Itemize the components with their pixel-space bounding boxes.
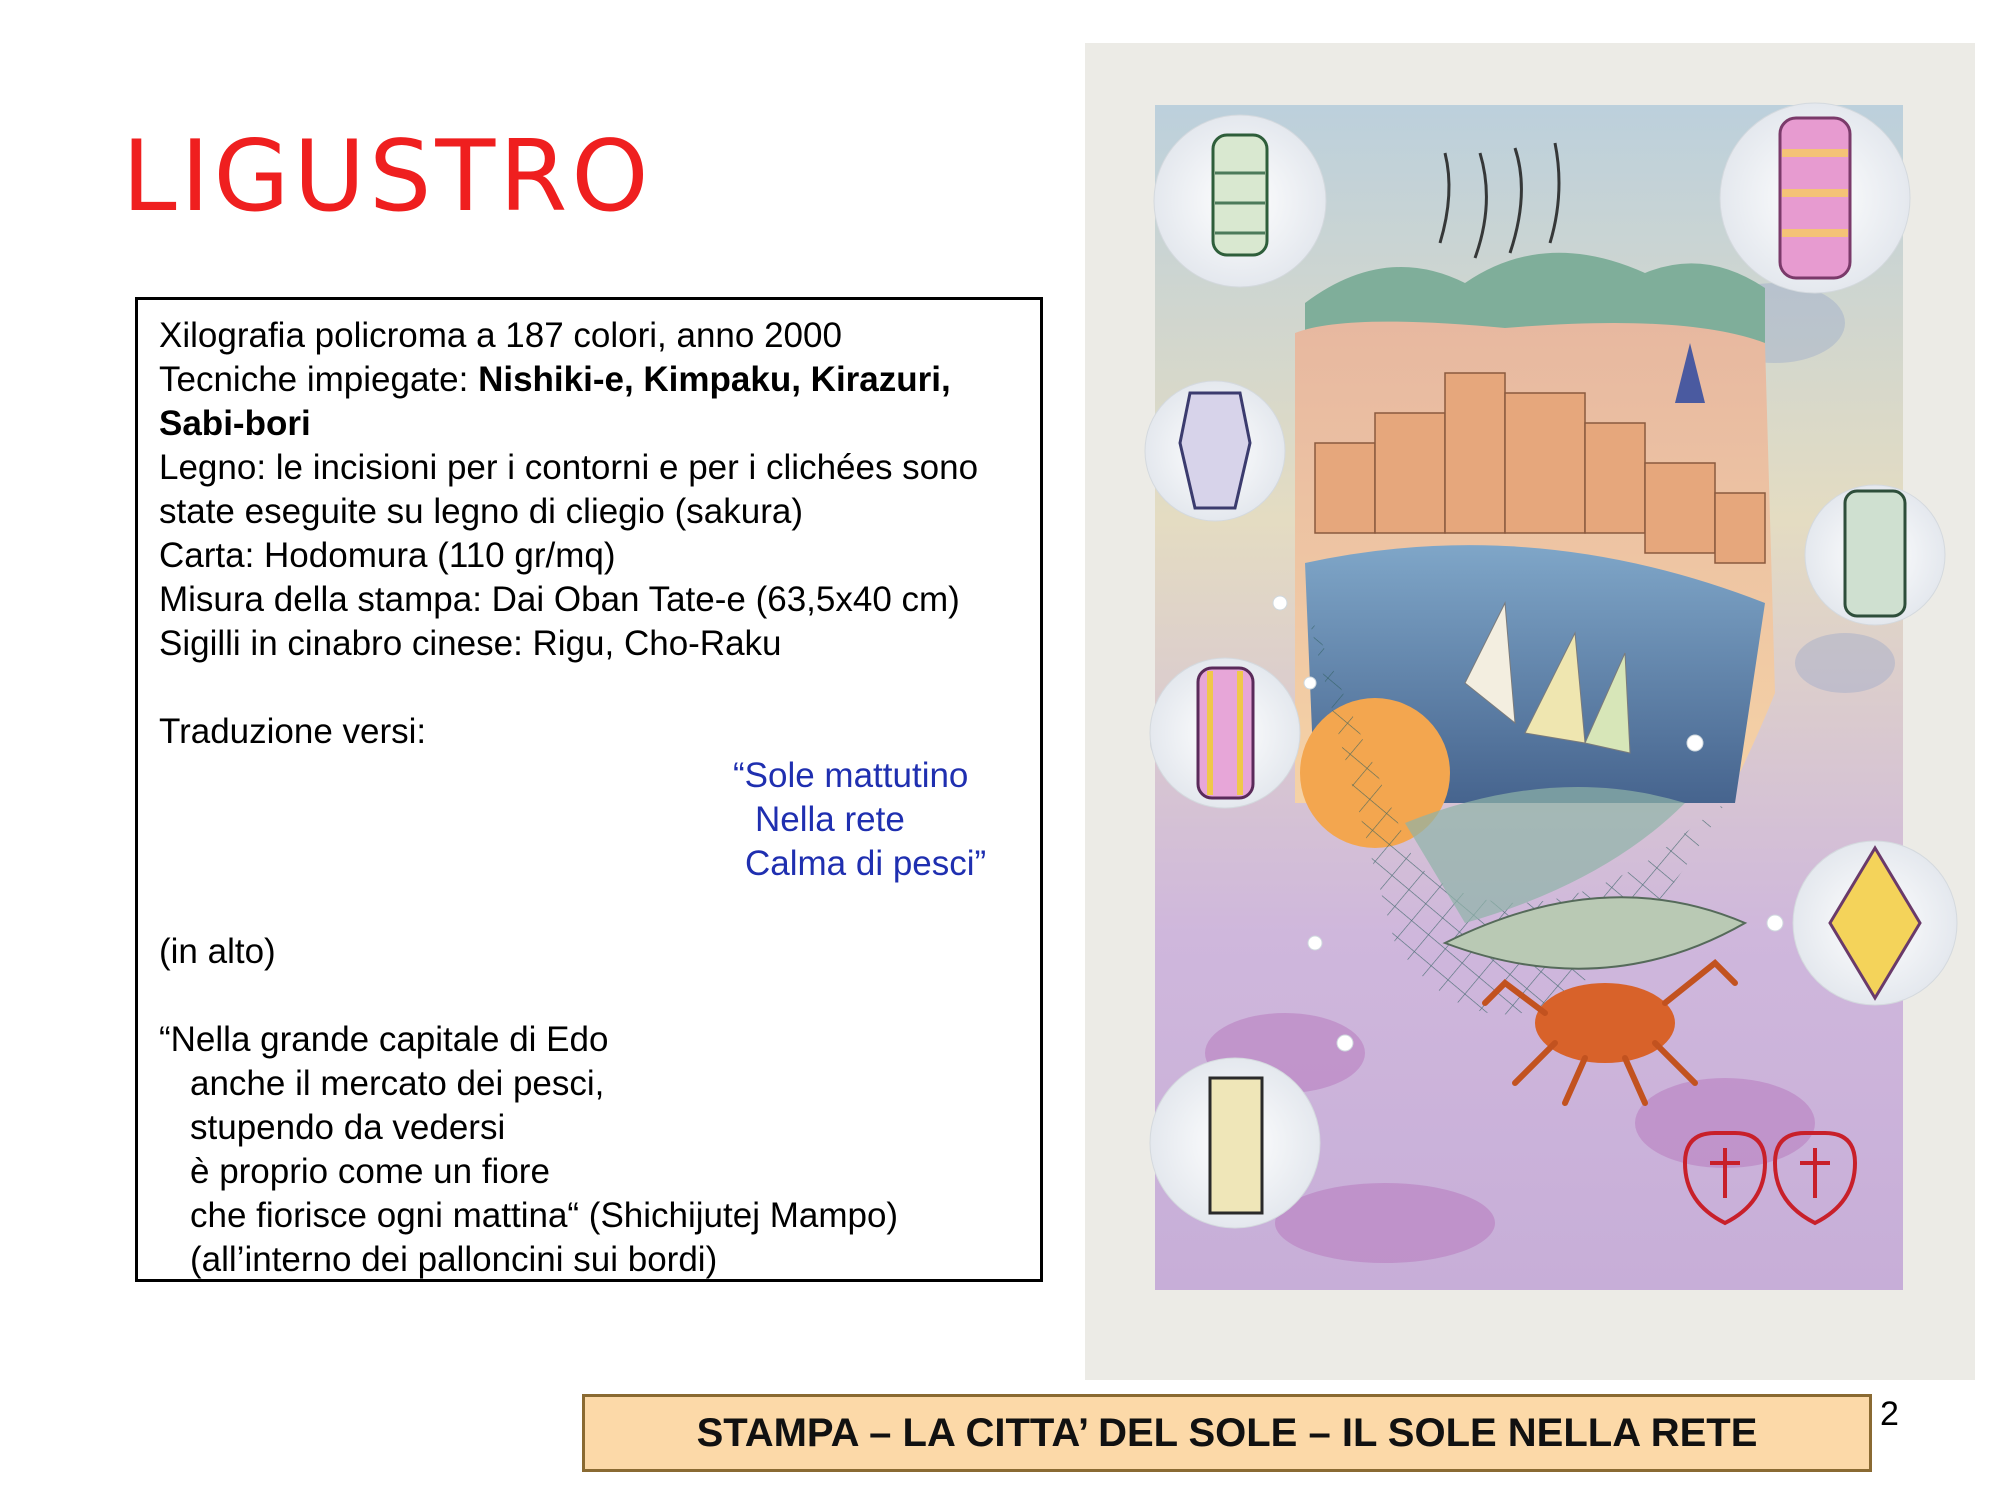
technique-line: Xilografia policroma a 187 colori, anno 2000 [159,316,842,355]
verse-line: “Sole mattutino [733,756,969,795]
techniques-value-2: Sabi-bori [159,404,311,443]
poem-line: che fiorisce ogni mattina“ (Shichijutej Mampo) [190,1196,899,1235]
techniques-label: Tecniche impiegate: [159,360,479,399]
info-box [135,297,1043,1282]
seals-line: Sigilli in cinabro cinese: Rigu, Cho-Raku [159,624,782,663]
poem-line: “Nella grande capitale di Edo [159,1020,609,1059]
caption-banner: STAMPA – LA CITTA’ DEL SOLE – IL SOLE NELLA RETE [582,1394,1872,1472]
techniques-line-2 [159,402,1040,446]
poem-line: stupendo da vedersi [190,1108,506,1147]
verse-line: Calma di pesci” [745,844,987,883]
slide-title: LIGUSTRO [122,120,653,234]
page-number: 2 [1880,1395,1899,1433]
poem-line: anche il mercato dei pesci, [190,1064,605,1103]
size-line: Misura della stampa: Dai Oban Tate-e (63,5x40 cm) [159,580,960,619]
poem-line: (all’interno dei palloncini sui bordi) [190,1240,718,1279]
techniques-line [159,358,1040,402]
wood-line-1: Legno: le incisioni per i contorni e per i clichées sono [159,448,979,487]
wood-line-2: state eseguite su legno di cliegio (sakura) [159,492,803,531]
verse-line: Nella rete [755,800,905,839]
techniques-value: Nishiki-e, Kimpaku, Kirazuri, [478,360,951,399]
poem-line: è proprio come un fiore [190,1152,550,1191]
woodblock-print-image [1085,43,1975,1380]
paper-line: Carta: Hodomura (110 gr/mq) [159,536,616,575]
translation-label: Traduzione versi: [159,712,427,751]
top-note: (in alto) [159,932,276,971]
